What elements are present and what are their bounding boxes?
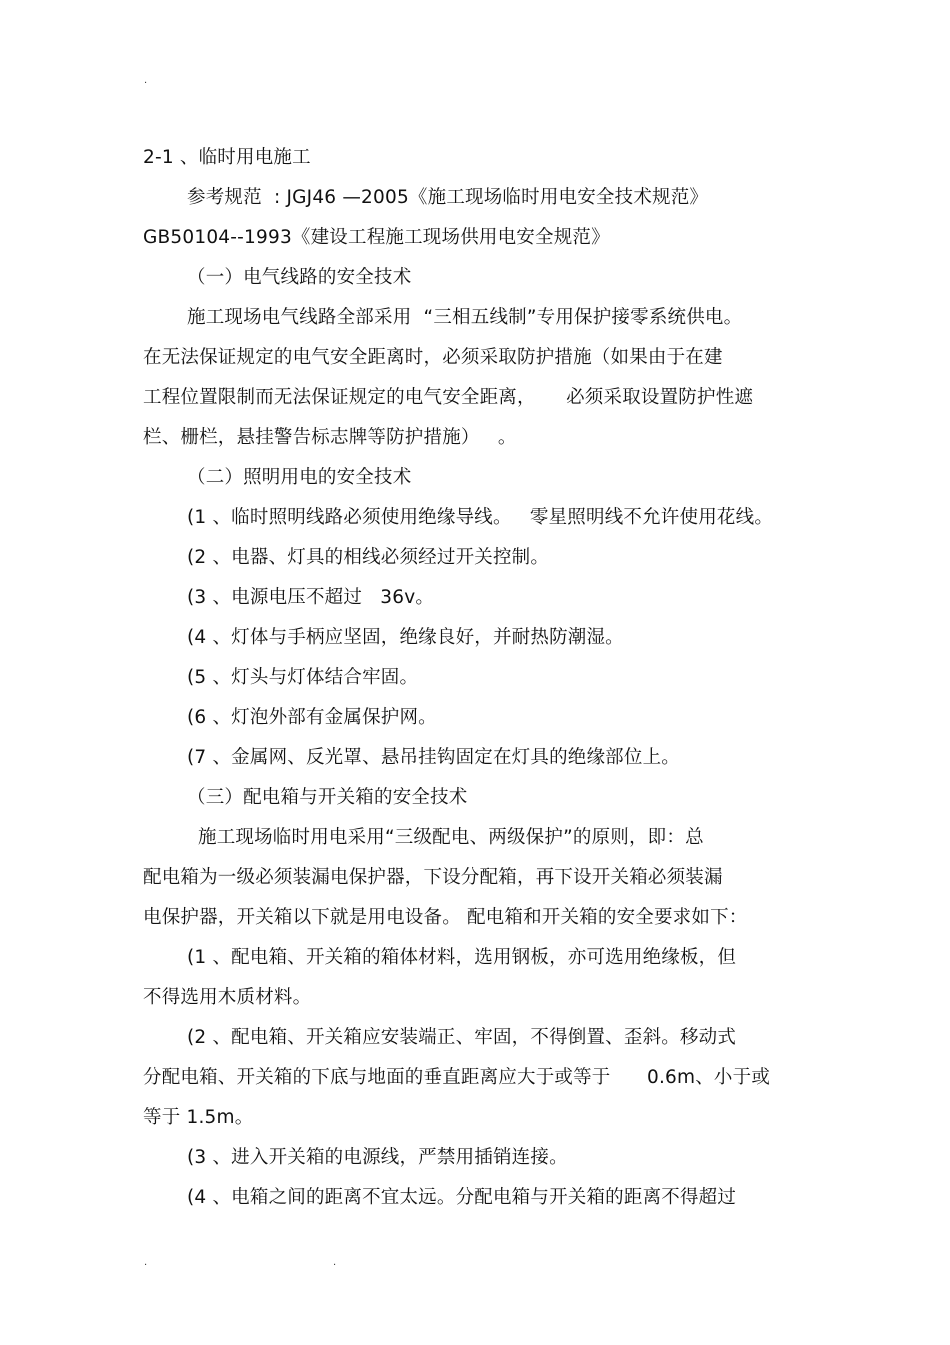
- reference-standard-line: 参考规范 : JGJ46 —2005《施工现场临时用电安全技术规范》: [187, 187, 709, 208]
- list-item: (4 、电箱之间的距离不宜太远。分配电箱与开关箱的距离不得超过: [187, 1187, 737, 1208]
- paragraph-line: 施工现场电气线路全部采用 “三相五线制”专用保护接零系统供电。: [187, 307, 743, 328]
- list-item: (6 、灯泡外部有金属保护网。: [187, 707, 437, 728]
- list-item: (7 、金属网、反光罩、悬吊挂钩固定在灯具的绝缘部位上。: [187, 747, 680, 768]
- paragraph-line: 栏、栅栏，悬挂警告标志牌等防护措施） 。: [143, 427, 517, 448]
- subsection-heading: （一）电气线路的安全技术: [187, 267, 412, 288]
- paragraph-line: 工程位置限制而无法保证规定的电气安全距离， 必须采取设置防护性遮: [143, 387, 754, 408]
- reference-standard-line: GB50104--1993《建设工程施工现场供用电安全规范》: [143, 227, 610, 248]
- section-title: 2-1 、临时用电施工: [143, 147, 311, 168]
- paragraph-line: 配电箱为一级必须装漏电保护器，下设分配箱，再下设开关箱必须装漏: [143, 867, 723, 888]
- paragraph-line: 在无法保证规定的电气安全距离时，必须采取防护措施（如果由于在建: [143, 347, 723, 368]
- footer-dot-mark: .: [144, 1257, 148, 1268]
- list-item: (1 、临时照明线路必须使用绝缘导线。 零星照明线不允许使用花线。: [187, 507, 774, 528]
- corner-dot-mark: .: [144, 75, 148, 86]
- paragraph-line: 等于 1.5m。: [143, 1107, 254, 1128]
- list-item: (2 、电器、灯具的相线必须经过开关控制。: [187, 547, 550, 568]
- subsection-heading: （二）照明用电的安全技术: [187, 467, 412, 488]
- paragraph-line: 分配电箱、开关箱的下底与地面的垂直距离应大于或等于 0.6m、小于或: [143, 1067, 771, 1088]
- list-item: (3 、进入开关箱的电源线，严禁用插销连接。: [187, 1147, 568, 1168]
- paragraph-line: 不得选用木质材料。: [143, 987, 312, 1008]
- list-item: (5 、灯头与灯体结合牢固。: [187, 667, 419, 688]
- paragraph-line: 施工现场临时用电采用“三级配电、两级保护”的原则，即：总: [198, 827, 704, 848]
- list-item: (2 、配电箱、开关箱应安装端正、牢固，不得倒置、歪斜。移动式: [187, 1027, 737, 1048]
- subsection-heading: （三）配电箱与开关箱的安全技术: [187, 787, 468, 808]
- list-item: (1 、配电箱、开关箱的箱体材料，选用钢板，亦可选用绝缘板，但: [187, 947, 737, 968]
- footer-dot-mark: .: [333, 1257, 337, 1268]
- paragraph-line: 电保护器，开关箱以下就是用电设备。 配电箱和开关箱的安全要求如下：: [143, 907, 748, 928]
- list-item: (3 、电源电压不超过 36v。: [187, 587, 435, 608]
- list-item: (4 、灯体与手柄应坚固，绝缘良好，并耐热防潮湿。: [187, 627, 624, 648]
